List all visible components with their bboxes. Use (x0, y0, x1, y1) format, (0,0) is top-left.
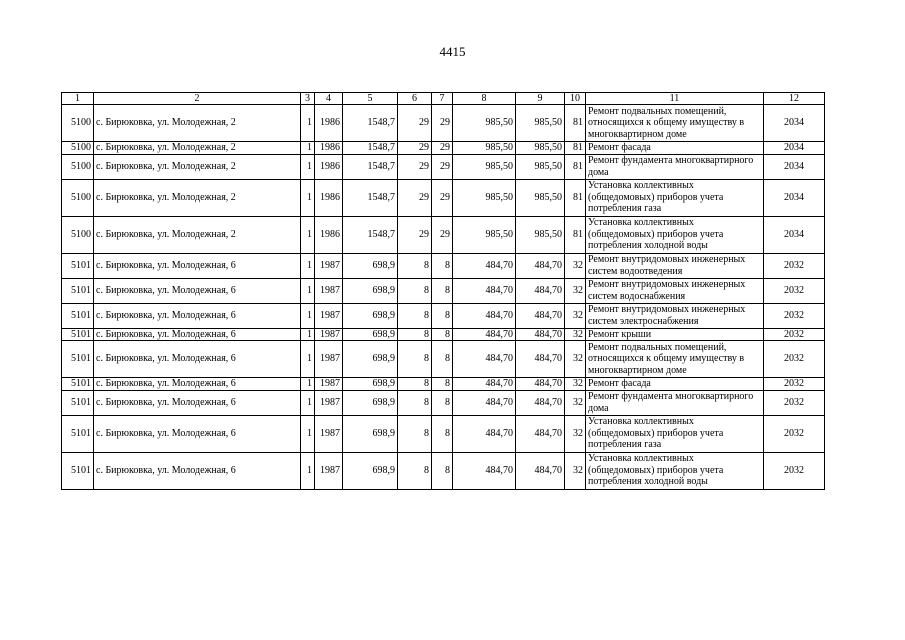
address-cell: с. Бирюковка, ул. Молодежная, 6 (94, 415, 301, 452)
record-number-cell: 5101 (62, 378, 94, 391)
table-row (62, 216, 825, 253)
column-header: 8 (453, 93, 516, 105)
record-number-cell: 5101 (62, 415, 94, 452)
column-6-cell: 8 (398, 328, 432, 341)
cost-total-cell: 484,70 (516, 328, 565, 341)
column-3-cell: 1 (301, 216, 315, 253)
column-6-cell: 8 (398, 253, 432, 278)
work-type-cell: Ремонт внутридомовых инженерных систем электроснабжения (586, 303, 764, 328)
planned-year-cell: 2034 (764, 179, 825, 216)
address-cell: с. Бирюковка, ул. Молодежная, 6 (94, 341, 301, 378)
column-header: 9 (516, 93, 565, 105)
column-10-cell: 32 (565, 341, 586, 378)
work-type-cell: Установка коллективных (общедомовых) приборов учета потребления газа (586, 415, 764, 452)
planned-year-cell: 2032 (764, 253, 825, 278)
build-year-cell: 1987 (315, 303, 343, 328)
planned-year-cell: 2032 (764, 303, 825, 328)
column-10-cell: 32 (565, 303, 586, 328)
work-type-cell: Ремонт подвальных помещений, относящихся к общему имуществу в многоквартирном доме (586, 105, 764, 142)
column-6-cell: 29 (398, 142, 432, 155)
total-area-cell: 698,9 (343, 378, 398, 391)
planned-year-cell: 2034 (764, 216, 825, 253)
column-3-cell: 1 (301, 253, 315, 278)
column-10-cell: 32 (565, 278, 586, 303)
column-header: 1 (62, 93, 94, 105)
column-7-cell: 8 (432, 253, 453, 278)
column-header: 10 (565, 93, 586, 105)
repair-schedule-table (61, 92, 825, 490)
column-header: 12 (764, 93, 825, 105)
address-cell: с. Бирюковка, ул. Молодежная, 6 (94, 328, 301, 341)
total-area-cell: 698,9 (343, 390, 398, 415)
column-number-row (62, 93, 825, 105)
column-3-cell: 1 (301, 303, 315, 328)
build-year-cell: 1986 (315, 154, 343, 179)
build-year-cell: 1987 (315, 415, 343, 452)
table-row (62, 278, 825, 303)
column-3-cell: 1 (301, 142, 315, 155)
column-6-cell: 29 (398, 154, 432, 179)
planned-year-cell: 2032 (764, 328, 825, 341)
address-cell: с. Бирюковка, ул. Молодежная, 6 (94, 303, 301, 328)
address-cell: с. Бирюковка, ул. Молодежная, 6 (94, 452, 301, 489)
total-area-cell: 1548,7 (343, 154, 398, 179)
column-7-cell: 29 (432, 216, 453, 253)
column-3-cell: 1 (301, 105, 315, 142)
build-year-cell: 1987 (315, 452, 343, 489)
build-year-cell: 1987 (315, 390, 343, 415)
planned-year-cell: 2032 (764, 415, 825, 452)
record-number-cell: 5100 (62, 216, 94, 253)
total-area-cell: 698,9 (343, 253, 398, 278)
build-year-cell: 1986 (315, 105, 343, 142)
column-7-cell: 29 (432, 179, 453, 216)
work-type-cell: Ремонт фасада (586, 142, 764, 155)
planned-year-cell: 2032 (764, 278, 825, 303)
column-6-cell: 8 (398, 378, 432, 391)
cost-total-cell: 985,50 (516, 216, 565, 253)
column-3-cell: 1 (301, 154, 315, 179)
address-cell: с. Бирюковка, ул. Молодежная, 2 (94, 154, 301, 179)
cost-total-cell: 484,70 (516, 452, 565, 489)
address-cell: с. Бирюковка, ул. Молодежная, 2 (94, 105, 301, 142)
work-type-cell: Ремонт крыши (586, 328, 764, 341)
cost-cell: 484,70 (453, 253, 516, 278)
table-row (62, 253, 825, 278)
record-number-cell: 5100 (62, 154, 94, 179)
table-row (62, 390, 825, 415)
total-area-cell: 698,9 (343, 303, 398, 328)
column-10-cell: 32 (565, 390, 586, 415)
build-year-cell: 1987 (315, 253, 343, 278)
address-cell: с. Бирюковка, ул. Молодежная, 2 (94, 216, 301, 253)
cost-cell: 484,70 (453, 378, 516, 391)
column-header: 7 (432, 93, 453, 105)
total-area-cell: 1548,7 (343, 142, 398, 155)
planned-year-cell: 2032 (764, 452, 825, 489)
total-area-cell: 698,9 (343, 328, 398, 341)
build-year-cell: 1987 (315, 378, 343, 391)
column-10-cell: 32 (565, 253, 586, 278)
column-10-cell: 81 (565, 142, 586, 155)
cost-cell: 985,50 (453, 142, 516, 155)
column-10-cell: 81 (565, 179, 586, 216)
column-7-cell: 29 (432, 142, 453, 155)
total-area-cell: 698,9 (343, 415, 398, 452)
cost-total-cell: 985,50 (516, 179, 565, 216)
record-number-cell: 5101 (62, 328, 94, 341)
column-7-cell: 8 (432, 328, 453, 341)
planned-year-cell: 2034 (764, 154, 825, 179)
cost-cell: 484,70 (453, 278, 516, 303)
build-year-cell: 1986 (315, 179, 343, 216)
table-row (62, 179, 825, 216)
cost-total-cell: 484,70 (516, 390, 565, 415)
column-3-cell: 1 (301, 415, 315, 452)
column-header: 11 (586, 93, 764, 105)
planned-year-cell: 2032 (764, 378, 825, 391)
build-year-cell: 1987 (315, 328, 343, 341)
record-number-cell: 5101 (62, 278, 94, 303)
column-3-cell: 1 (301, 341, 315, 378)
column-header: 4 (315, 93, 343, 105)
column-3-cell: 1 (301, 278, 315, 303)
cost-total-cell: 985,50 (516, 142, 565, 155)
column-7-cell: 8 (432, 378, 453, 391)
table-row (62, 154, 825, 179)
column-6-cell: 8 (398, 341, 432, 378)
address-cell: с. Бирюковка, ул. Молодежная, 2 (94, 179, 301, 216)
column-10-cell: 81 (565, 216, 586, 253)
column-6-cell: 29 (398, 105, 432, 142)
cost-total-cell: 985,50 (516, 105, 565, 142)
total-area-cell: 698,9 (343, 278, 398, 303)
record-number-cell: 5101 (62, 341, 94, 378)
cost-cell: 985,50 (453, 154, 516, 179)
record-number-cell: 5100 (62, 142, 94, 155)
build-year-cell: 1987 (315, 341, 343, 378)
work-type-cell: Ремонт подвальных помещений, относящихся к общему имуществу в многоквартирном доме (586, 341, 764, 378)
column-7-cell: 8 (432, 341, 453, 378)
column-header: 2 (94, 93, 301, 105)
work-type-cell: Установка коллективных (общедомовых) приборов учета потребления газа (586, 179, 764, 216)
column-6-cell: 8 (398, 278, 432, 303)
total-area-cell: 698,9 (343, 341, 398, 378)
column-10-cell: 32 (565, 328, 586, 341)
column-3-cell: 1 (301, 179, 315, 216)
table-body (62, 105, 825, 490)
address-cell: с. Бирюковка, ул. Молодежная, 6 (94, 378, 301, 391)
planned-year-cell: 2032 (764, 341, 825, 378)
cost-total-cell: 484,70 (516, 303, 565, 328)
cost-cell: 484,70 (453, 390, 516, 415)
record-number-cell: 5101 (62, 303, 94, 328)
table-row (62, 105, 825, 142)
work-type-cell: Ремонт фундамента многоквартирного дома (586, 154, 764, 179)
build-year-cell: 1987 (315, 278, 343, 303)
record-number-cell: 5101 (62, 253, 94, 278)
table-row (62, 415, 825, 452)
cost-total-cell: 985,50 (516, 154, 565, 179)
planned-year-cell: 2034 (764, 142, 825, 155)
column-3-cell: 1 (301, 452, 315, 489)
column-header: 6 (398, 93, 432, 105)
total-area-cell: 698,9 (343, 452, 398, 489)
column-7-cell: 8 (432, 452, 453, 489)
cost-cell: 484,70 (453, 415, 516, 452)
column-7-cell: 8 (432, 278, 453, 303)
record-number-cell: 5100 (62, 105, 94, 142)
record-number-cell: 5101 (62, 452, 94, 489)
column-7-cell: 8 (432, 415, 453, 452)
column-6-cell: 8 (398, 390, 432, 415)
table-row (62, 303, 825, 328)
work-type-cell: Ремонт внутридомовых инженерных систем водоотведения (586, 253, 764, 278)
work-type-cell: Установка коллективных (общедомовых) приборов учета потребления холодной воды (586, 452, 764, 489)
column-3-cell: 1 (301, 378, 315, 391)
table-row (62, 341, 825, 378)
total-area-cell: 1548,7 (343, 179, 398, 216)
column-3-cell: 1 (301, 328, 315, 341)
column-7-cell: 8 (432, 390, 453, 415)
cost-cell: 484,70 (453, 341, 516, 378)
column-10-cell: 32 (565, 415, 586, 452)
column-7-cell: 29 (432, 105, 453, 142)
build-year-cell: 1986 (315, 142, 343, 155)
address-cell: с. Бирюковка, ул. Молодежная, 6 (94, 253, 301, 278)
cost-total-cell: 484,70 (516, 341, 565, 378)
address-cell: с. Бирюковка, ул. Молодежная, 2 (94, 142, 301, 155)
column-header: 3 (301, 93, 315, 105)
table-row (62, 452, 825, 489)
cost-total-cell: 484,70 (516, 378, 565, 391)
work-type-cell: Установка коллективных (общедомовых) приборов учета потребления холодной воды (586, 216, 764, 253)
column-7-cell: 8 (432, 303, 453, 328)
cost-cell: 484,70 (453, 303, 516, 328)
cost-total-cell: 484,70 (516, 253, 565, 278)
column-10-cell: 32 (565, 378, 586, 391)
total-area-cell: 1548,7 (343, 216, 398, 253)
cost-cell: 985,50 (453, 105, 516, 142)
table-row (62, 378, 825, 391)
planned-year-cell: 2034 (764, 105, 825, 142)
column-3-cell: 1 (301, 390, 315, 415)
address-cell: с. Бирюковка, ул. Молодежная, 6 (94, 278, 301, 303)
table-row (62, 328, 825, 341)
column-6-cell: 8 (398, 415, 432, 452)
cost-cell: 985,50 (453, 216, 516, 253)
page-number: 4415 (439, 44, 466, 59)
address-cell: с. Бирюковка, ул. Молодежная, 6 (94, 390, 301, 415)
column-6-cell: 29 (398, 216, 432, 253)
work-type-cell: Ремонт внутридомовых инженерных систем водоснабжения (586, 278, 764, 303)
cost-cell: 484,70 (453, 452, 516, 489)
build-year-cell: 1986 (315, 216, 343, 253)
record-number-cell: 5100 (62, 179, 94, 216)
column-header: 5 (343, 93, 398, 105)
work-type-cell: Ремонт фундамента многоквартирного дома (586, 390, 764, 415)
cost-cell: 985,50 (453, 179, 516, 216)
column-6-cell: 8 (398, 452, 432, 489)
column-10-cell: 81 (565, 154, 586, 179)
column-10-cell: 32 (565, 452, 586, 489)
total-area-cell: 1548,7 (343, 105, 398, 142)
column-7-cell: 29 (432, 154, 453, 179)
column-6-cell: 29 (398, 179, 432, 216)
table-row (62, 142, 825, 155)
column-6-cell: 8 (398, 303, 432, 328)
record-number-cell: 5101 (62, 390, 94, 415)
column-10-cell: 81 (565, 105, 586, 142)
cost-total-cell: 484,70 (516, 415, 565, 452)
work-type-cell: Ремонт фасада (586, 378, 764, 391)
cost-cell: 484,70 (453, 328, 516, 341)
cost-total-cell: 484,70 (516, 278, 565, 303)
planned-year-cell: 2032 (764, 390, 825, 415)
